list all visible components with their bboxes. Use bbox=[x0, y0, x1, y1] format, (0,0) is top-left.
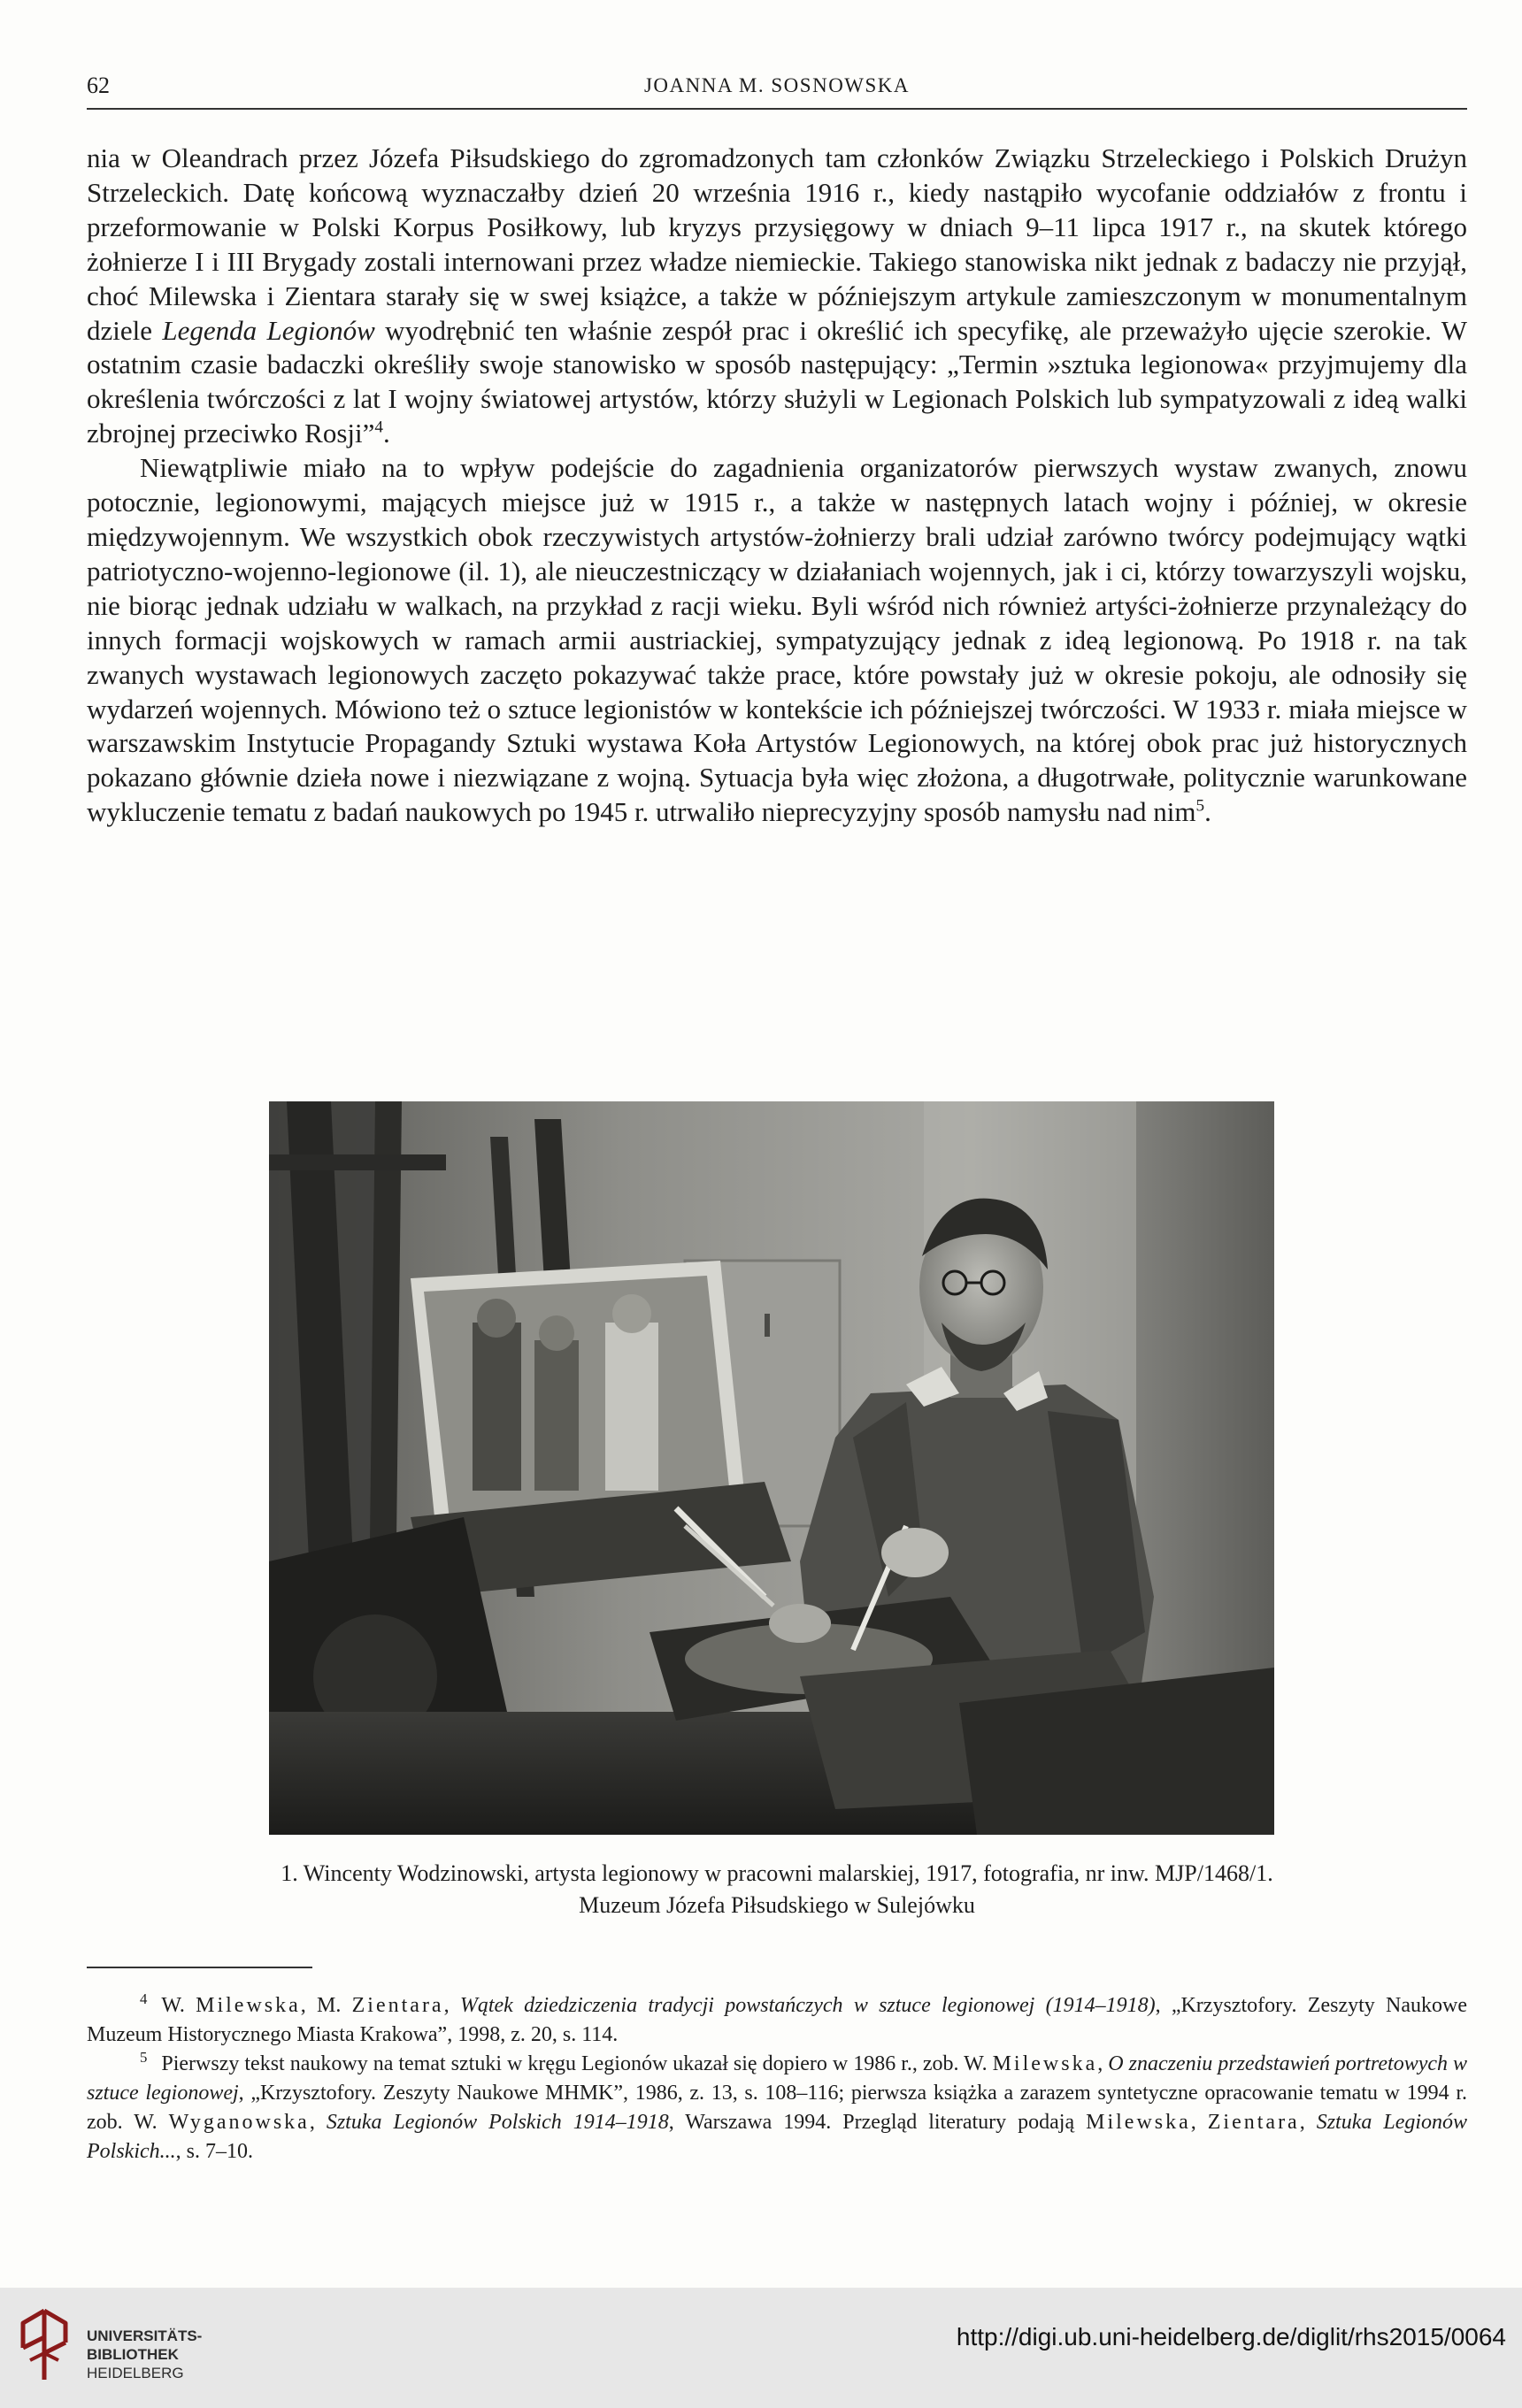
footnote-rule bbox=[87, 1967, 312, 1968]
footnote-4 bbox=[87, 1991, 1467, 2050]
figure-photograph bbox=[269, 1101, 1274, 1835]
footnote-5-number: 5 bbox=[140, 2049, 148, 2066]
library-logo[interactable] bbox=[18, 2305, 407, 2390]
logo-line-1: UNIVERSITÄTS- bbox=[87, 2327, 203, 2344]
running-head: JOANNA M. SOSNOWSKA bbox=[643, 74, 911, 96]
author-name: Wyganowska bbox=[168, 2111, 310, 2134]
footnote-text: , „Krzysztofory. Zeszyty Naukowe MHMK”, 1986, z. 13, s. 108–116; pierwsza książka a zarazem syntetyczne opracowanie tematu w 1994 r. zob. W. bbox=[87, 2082, 1468, 2134]
paragraph-2-end: . bbox=[1204, 796, 1211, 828]
paragraph-1 bbox=[87, 142, 1467, 451]
library-logo-icon bbox=[18, 2307, 71, 2383]
paragraph-1-text: nia w Oleandrach przez Józefa Piłsudskiego do zgromadzonych tam członków Związku Strzeleckiego i Polskich Drużyn Strzeleckich. Datę końcową wyznaczałby dzień 20 września 1916 r., kiedy nastąpiło wycofanie oddziałów z frontu i przeformowanie w Polski Korpus Posiłkowy, lub kryzys przysięgowy w dniach 9–11 lipca 1917 r., na skutek którego żołnierze I i III Brygady zostali internowani przez władze niemieckie. Takiego stanowiska nikt jednak z badaczy nie przyjął, choć Milewska i Zientara starały się w swej książce, a także w późniejszym artykule zamieszczonym w monumentalnym dziele bbox=[87, 142, 1467, 346]
library-logo-text bbox=[87, 2327, 202, 2382]
footnotes bbox=[87, 1991, 1467, 2166]
logo-line-3: HEIDELBERG bbox=[87, 2365, 184, 2381]
footnote-ref-5[interactable]: 5 bbox=[1195, 796, 1205, 816]
footnote-text: Pierwszy tekst naukowy na temat sztuki w kręgu Legionów ukazał się dopiero w 1986 r., zob. W. bbox=[161, 2052, 993, 2075]
article-title: Wątek dziedziczenia tradycji powstańczych w sztuce legionowej (1914–1918) bbox=[459, 1994, 1156, 2017]
photograph-painter-in-studio bbox=[269, 1101, 1274, 1835]
paragraph-2 bbox=[87, 451, 1467, 830]
author-name: Milewska bbox=[196, 1994, 301, 2017]
page-number: 62 bbox=[87, 73, 110, 98]
paragraph-2-text: Niewątpliwie miało na to wpływ podejście do zagadnienia organizatorów pierwszych wystaw zwanych, znowu potocznie, legionowymi, mających miejsce już w 1915 r., a także w następnych latach wojny i później, w okresie międzywojennym. We wszystkich obok rzeczywistych artystów-żołnierzy brali udział zarówno twórcy podejmujący wątki patriotyczno-wojenno-legionowe (il. 1), ale nieuczestniczący w działaniach wojennych, jak i ci, którzy towarzyszyli wojsku, nie biorąc jednak udziału w walkach, na przykład z racji wieku. Byli wśród nich również artyści-żołnierze przynależący do innych formacji wojskowych w ramach armii austriackiej, sympatyzujący jednak z ideą legionową. Po 1918 r. na tak zwanych wystawach legionowych zaczęto pokazywać także prace, które powstały już w okresie pokoju, ale odnosiły się wydarzeń wojennych. Mówiono też o sztuce legionistów w kontekście ich późniejszej twórczości. W 1933 r. miała miejsce w warszawskim Instytucie Propagandy Sztuki wystawa Koła Artystów Legionowych, na której obok prac już historycznych pokazano głównie dzieła nowe i niezwiązane z wojną. Sytuacja była więc złożona, a długotrwałe, politycznie warunkowane wykluczenie tematu z badań naukowych po 1945 r. utrwaliło nieprecyzyjny sposób namysłu nad nim bbox=[87, 452, 1467, 828]
footnote-text: W. bbox=[161, 1994, 196, 2017]
footnote-text: , bbox=[309, 2111, 327, 2134]
footer-bar bbox=[0, 2288, 1522, 2408]
footnote-text: , M. bbox=[300, 1994, 352, 2017]
paragraph-1-text-cont: wyodrębnić ten właśnie zespół prac i określić ich specyfikę, ale przeważyło ujęcie szerokie. W ostatnim czasie badaczki określiły swoje stanowisko w sposób następujący: „Termin »sztuka legionowa« przyjmujemy dla określenia twórczości z lat I wojny światowej artystów, którzy służyli w Legionach Polskich lub sympatyzowali z ideą walki zbrojnej przeciwko Rosji” bbox=[87, 314, 1467, 449]
article-title: O znaczeniu przedstawień portretowych w sztuce legionowej bbox=[87, 2052, 1468, 2105]
logo-line-2: BIBLIOTHEK bbox=[87, 2346, 179, 2363]
footnote-text: , bbox=[1190, 2111, 1208, 2134]
author-name: Zientara bbox=[351, 1994, 444, 2017]
footnote-5 bbox=[87, 2050, 1467, 2166]
figure-caption-line-2: Muzeum Józefa Piłsudskiego w Sulejówku bbox=[579, 1892, 975, 1918]
figure-caption bbox=[87, 1858, 1467, 1921]
page-header bbox=[87, 73, 1467, 108]
footnote-text: , bbox=[1299, 2111, 1317, 2134]
book-title: Sztuka Legionów Polskich... bbox=[87, 2111, 1468, 2163]
body-text bbox=[87, 142, 1467, 830]
footnote-4-number: 4 bbox=[140, 1990, 148, 2007]
footnote-text: , bbox=[443, 1994, 460, 2017]
header-rule bbox=[87, 108, 1467, 110]
book-title: Sztuka Legionów Polskich 1914–1918 bbox=[326, 2111, 669, 2134]
footnote-ref-4[interactable]: 4 bbox=[374, 418, 384, 437]
footnote-text: , Warszawa 1994. Przegląd literatury podają bbox=[668, 2111, 1087, 2134]
footnote-text: , bbox=[1097, 2052, 1109, 2075]
paragraph-1-end: . bbox=[383, 418, 390, 449]
author-name: Milewska bbox=[992, 2052, 1098, 2075]
footnote-text: , „Krzysztofory. Zeszyty Naukowe Muzeum Historycznego Miasta Krakowa”, 1998, z. 20, s. 114. bbox=[87, 1994, 1468, 2046]
figure-caption-line-1: 1. Wincenty Wodzinowski, artysta legionowy w pracowni malarskiej, 1917, fotografia, nr inw. MJP/1468/1. bbox=[281, 1860, 1273, 1886]
author-name: Milewska bbox=[1086, 2111, 1191, 2134]
footnote-text: , s. 7–10. bbox=[175, 2140, 253, 2163]
source-url-link[interactable]: http://digi.ub.uni-heidelberg.de/diglit/rhs2015/0064 bbox=[956, 2323, 1506, 2350]
author-name: Zientara bbox=[1207, 2111, 1300, 2134]
book-title: Legenda Legionów bbox=[162, 314, 375, 346]
